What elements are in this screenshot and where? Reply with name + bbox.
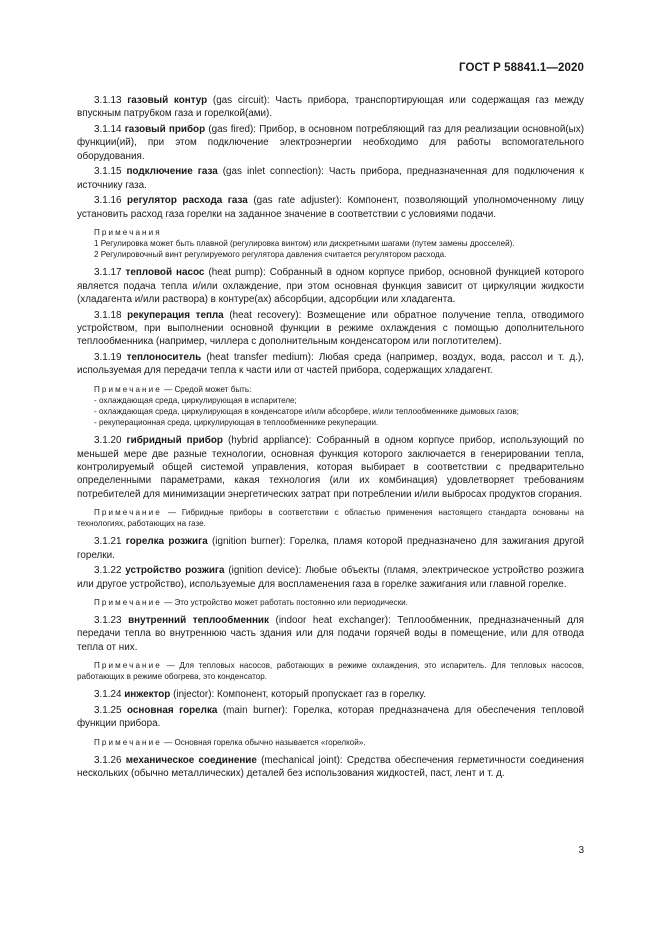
term-definition: (injector): Компонент, который пропускает газ в горелку. [170, 689, 426, 701]
term-name: регулятор расхода газа [127, 195, 248, 207]
term-number: 3.1.20 [94, 435, 122, 447]
term-3-1-24 [77, 688, 584, 701]
term-definition: (heat recovery): Возмещение или обратное получение тепла, отводимого устройством, при выполнении основной функции в режиме охлаждения с помощью дополнительного теплообменника (например, чиллера с дополнительным конденсатором или поглотителем). [77, 309, 584, 348]
term-3-1-16 [77, 194, 584, 221]
note-item: 1 Регулировка может быть плавной (регулировка винтом) или дискретными шагами (путем замены дросселей). [94, 239, 515, 249]
note-item: 2 Регулировочный винт регулируемого регулятора давления считается регулятором расхода. [94, 250, 447, 260]
term-name: подключение газа [126, 166, 218, 178]
term-definition: (heat transfer medium): Любая среда (например, воздух, вода, рассол и т. д.), используемая для передачи тепла к части или от частей прибора, содержащих хладагент. [77, 352, 584, 377]
term-3-1-19 [77, 351, 584, 378]
term-name: основная горелка [126, 705, 218, 717]
term-definition: (indoor heat exchanger): Теплообменник, предназначенный для передачи тепла во внутреннюю часть здания или для подачи горячей воды в помещение, или для отвода тепла от них. [77, 615, 584, 653]
note: Примечание — Гибридные приборы в соответствии с областью применения настоящего стандарта основаны на технологиях, работающих на газе. [77, 507, 584, 529]
term-number: 3.1.15 [94, 166, 122, 178]
document-id-header: ГОСТ Р 58841.1—2020 [459, 62, 584, 74]
term-3-1-21 [77, 535, 584, 562]
term-3-1-26 [77, 754, 584, 781]
term-name: рекуперация тепла [127, 309, 224, 321]
term-3-1-22 [77, 564, 584, 591]
term-name: тепловой насос [125, 267, 205, 279]
note: Примечание — Основная горелка обычно называется «горелкой». [94, 737, 366, 747]
term-name: теплоноситель [126, 352, 202, 364]
term-number: 3.1.23 [94, 615, 122, 627]
term-name: внутренний теплообменник [128, 615, 269, 627]
term-3-1-18 [77, 309, 584, 349]
note-list-item: - охлаждающая среда, циркулирующая в испарителе; [94, 395, 297, 405]
page-number: 3 [578, 845, 584, 856]
term-number: 3.1.24 [94, 689, 122, 701]
term-name: газовый контур [127, 95, 208, 106]
term-definition: (gas rate adjuster): Компонент, позволяющий уполномоченному лицу установить расход газа горелки на заданное значение в соответствии с условиями подачи. [77, 195, 584, 220]
note-list-item: - охлаждающая среда, циркулирующая в конденсаторе и/или абсорбере, и/или теплообменнике дымовых газов; [94, 407, 519, 417]
term-definition: (gas inlet connection): Часть прибора, предназначенная для подключения к источнику газа. [77, 166, 584, 191]
term-3-1-23 [77, 614, 584, 654]
term-number: 3.1.19 [94, 352, 122, 364]
term-3-1-25 [77, 704, 584, 731]
term-number: 3.1.21 [94, 536, 122, 548]
note-label: Примечание [94, 660, 162, 670]
term-3-1-15 [77, 165, 584, 192]
note-label: Примечание [94, 737, 162, 747]
note: Примечание — Средой может быть: [94, 384, 252, 394]
note: Примечание — Для тепловых насосов, работающих в режиме охлаждения, это испаритель. Для тепловых насосов, работающих в режиме обогрева, это конденсатор. [77, 660, 584, 682]
note: Примечание — Это устройство может работать постоянно или периодически. [94, 597, 408, 607]
term-name: газовый прибор [124, 123, 206, 135]
note-label: Примечание [94, 384, 162, 394]
term-name: механическое соединение [125, 754, 257, 766]
term-name: горелка розжига [125, 536, 208, 548]
term-number: 3.1.13 [94, 95, 122, 106]
term-name: устройство розжига [125, 565, 225, 577]
term-number: 3.1.26 [94, 754, 122, 766]
term-number: 3.1.25 [94, 705, 122, 717]
term-definition: (gas fired): Прибор, в основном потребляющий газ для реализации основной(ых) функции(ий), при этом подключение электроэнергии необходимо для работы вспомогательного оборудования. [77, 123, 584, 162]
term-definition: (ignition burner): Горелка, пламя которой предназначено для зажигания другой горелки. [77, 536, 585, 561]
term-definition: (main burner): Горелка, которая предназначена для обеспечения тепловой функции прибора. [77, 705, 585, 730]
note-label: Примечание [94, 597, 162, 607]
term-name: гибридный прибор [126, 435, 223, 447]
term-definition: (heat pump): Собранный в одном корпусе прибор, основной функцией которого является подача тепла и/или охлаждение, при этом основная функция зависит от циркуляции жидкости (хладагента и/или раствора) в контуре(ах) абсорбции, адсорбции или хладагента. [77, 267, 584, 306]
term-number: 3.1.14 [94, 123, 122, 135]
term-definition: (gas circuit): Часть прибора, транспортирующая или содержащая газ между впускным патрубком газа и горелкой(ами). [77, 95, 584, 120]
term-3-1-14 [77, 123, 584, 163]
term-number: 3.1.17 [94, 267, 122, 279]
term-definition: (ignition device): Любые объекты (пламя, электрическое устройство розжига или другое устройство), используемые для воспламенения газа в горелке зажигания или главной горелке. [77, 565, 584, 590]
notes-heading: Примечания [94, 227, 162, 237]
term-3-1-20 [77, 434, 584, 500]
note-list-item: - рекуперационная среда, циркулирующая в теплообменнике рекуперации. [94, 418, 379, 428]
term-number: 3.1.18 [94, 309, 122, 321]
term-number: 3.1.16 [94, 195, 122, 207]
term-3-1-13 [77, 94, 584, 121]
term-definition: (hybrid appliance): Собранный в одном корпусе прибор, использующий по меньшей мере две разные технологии, основная функция которого заключается в генерировании тепла, контролируемый общей системой управления, которая выбирает в соответствии с предварительно определенными параметрами, какая технология (или их комбинация) удовлетворяет требованиям потребителей для минимизации энергетических затрат при потреблении и/или выбросах продуктов сгорания. [77, 435, 584, 500]
term-name: инжектор [124, 689, 171, 701]
note-label: Примечание [94, 507, 162, 517]
term-definition: (mechanical joint): Средства обеспечения герметичности соединения нескольких (обычно металлических) деталей без использования жидкостей, паст, лент и т. д. [77, 754, 584, 780]
term-number: 3.1.22 [94, 565, 122, 577]
term-3-1-17 [77, 266, 584, 306]
terms-section [77, 94, 584, 783]
